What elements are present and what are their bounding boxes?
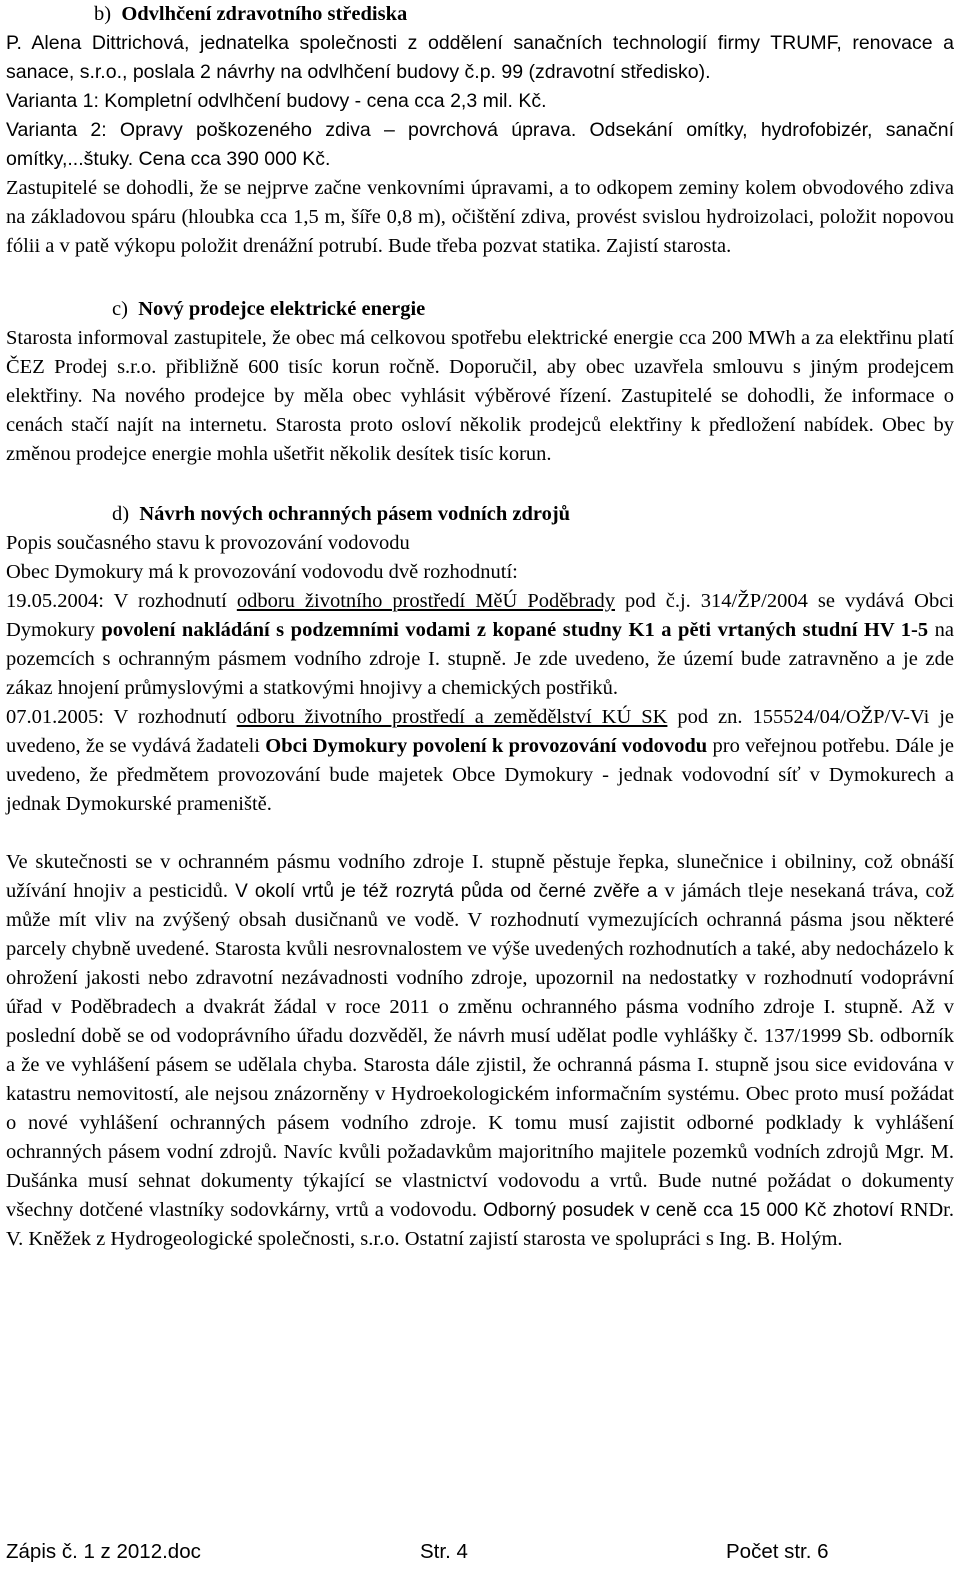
- section-d-situation: Ve skutečnosti se v ochranném pásmu vodního zdroje I. stupně pěstuje řepka, slunečnice i obilniny, což obnáší užívání hnojiv a pesticidů. V okolí vrtů je též rozrytá půda od černé zvěře a v jámách tleje nesekaná tráva, což může mít vliv na zvýšený obsah dusičnanů ve vodě. V rozhodnutí vymezujících ochranná pásma jsou některé parcely chybně uvedené. Starosta kvůli nesrovnalostem ve výše uvedených rozhodnutích a také, aby nedocházelo k ohrožení jakosti nebo zdravotní nezávadnosti vodního zdroje, upozornil na nedostatky v rozhodnutí vodoprávní úřad v Poděbradech a dvakrát žádal v roce 2011 o změnu ochranného pásma vodního zdroje I. stupně. Až v poslední době se od vodoprávního úřadu dozvěděl, že návrh musí udělat podle vyhlášky č. 137/1999 Sb. odborník a že ve vyhlášení pásem se udělala chyba. Starosta dále zjistil, že ochranná pásma I. stupně jsou sice evidována v katastru nemovitostí, ale nejsou znázorněny v Hydroekologickém informačním systému. Obec proto musí požádat o nové vyhlášení ochranných pásem vodního zdroje. K tomu musí zajistit odborné podklady k vyhlášení ochranných pásem vodní zdrojů. Navíc kvůli požadavkům majoritního majitele pozemků vodních zdrojů Mgr. M. Dušánka musí sehnat dokumenty týkající se vlastnictví vodovodu a vrtů. Bude nutné požádat o dokumenty všechny dotčené vlastníky sodovkárny, vrtů a vodovodu. Odborný posudek v ceně cca 15 000 Kč zhotoví RNDr. V. Kněžek z Hydrogeologické společnosti, s.r.o. Ostatní zajistí starosta ve spolupráci s Ing. B. Holým.: [6, 851, 955, 1250]
- section-c-body: Starosta informoval zastupitele, že obec má celkovou spotřebu elektrické energie cca 200 MWh a za elektřinu platí ČEZ Prodej s.r.o. přibližně 600 tisíc korun ročně. Doporučil, aby obec uzavřela smlouvu s jiným prodejcem elektřiny. Na nového prodejce by měla obec vyhlásit výběrové řízení. Zastupitelé se dohodli, že informace o cenách stačí najít na internetu. Starosta proto osloví několik prodejců elektřiny k předložení nabídek. Obec by změnou prodejce energie mohla ušetřit několik desítek tisíc korun.: [6, 327, 954, 465]
- section-b-title: Odvlhčení zdravotního střediska: [121, 3, 408, 25]
- section-d-title: Návrh nových ochranných pásem vodních zdrojů: [139, 503, 571, 525]
- section-d-decision-1: 19.05.2004: V rozhodnutí odboru životního prostředí MěÚ Poděbrady pod č.j. 314/ŽP/2004 se vydává Obci Dymokury povolení nakládání s podzemními vodami z kopané studny K1 a pěti vrtaných studní HV 1-5 na pozemcích s ochranným pásmem vodního zdroje I. stupně. Je zde uvedeno, že území bude zatravněno a je zde zákaz hnojení průmyslovými a statkovými hnojivy a chemických postřiků.: [6, 590, 955, 699]
- decision-2-permit: Obci Dymokury povolení k provozování vodovodu: [265, 735, 708, 757]
- section-b-intro: P. Alena Dittrichová, jednatelka společnosti z oddělení sanačních technologií firmy TRUMF, renovace a sanace, s.r.o., poslala 2 návrhy na odvlhčení budovy č.p. 99 (zdravotní středisko).: [6, 32, 954, 83]
- page-footer: [6, 1537, 954, 1569]
- section-b-label: b): [94, 3, 112, 25]
- decision-1-permit: povolení nakládání s podzemními vodami z kopané studny K1 a pěti vrtaných studní HV 1-5: [101, 619, 929, 641]
- section-d-line-2: Obec Dymokury má k provozování vodovodu dvě rozhodnutí:: [6, 561, 518, 583]
- footer-filename: Zápis č. 1 z 2012.doc: [6, 1540, 201, 1563]
- section-d-label: d): [112, 503, 130, 525]
- section-b-variant-1: Varianta 1: Kompletní odvlhčení budovy - cena cca 2,3 mil. Kč.: [6, 90, 547, 112]
- section-c-label: c): [112, 298, 128, 320]
- section-b-variant-2: Varianta 2: Opravy poškozeného zdiva – povrchová úprava. Odsekání omítky, hydrofobizér, sanační omítky,...štuky. Cena cca 390 000 Kč.: [6, 119, 954, 170]
- section-d-decision-2: 07.01.2005: V rozhodnutí odboru životního prostředí a zemědělství KÚ SK pod zn. 155524/04/OŽP/V-Vi je uvedeno, že se vydává žadateli Obci Dymokury povolení k provozování vodovodu pro veřejnou potřebu. Dále je uvedeno, že předmětem provozování bude majetek Obce Dymokury - jednak vodovodní síť v Dymokurech a jednak Dymokurské prameniště.: [6, 706, 954, 815]
- footer-page-count: Počet str. 6: [726, 1540, 829, 1563]
- section-b-heading: [6, 0, 954, 29]
- decision-2-office: odboru životního prostředí a zemědělství KÚ SK: [236, 706, 668, 728]
- section-d-heading: [6, 500, 954, 529]
- section-b-decision: Zastupitelé se dohodli, že se nejprve začne venkovními úpravami, a to odkopem zeminy kolem obvodového zdiva na základovou spáru (hloubka cca 1,5 m, šíře 0,8 m), očištění zdiva, provést svislou hydroizolaci, položit nopovou fólii a v patě výkopu položit drenážní potrubí. Bude třeba pozvat statika. Zajistí starosta.: [6, 177, 954, 257]
- footer-page-number: Str. 4: [420, 1540, 468, 1563]
- section-c-title: Nový prodejce elektrické energie: [138, 298, 426, 320]
- document-body: [6, 0, 954, 1254]
- decision-1-office: odboru životního prostředí MěÚ Poděbrady: [236, 590, 616, 612]
- section-c-heading: [6, 295, 954, 324]
- section-d-line-1: Popis současného stavu k provozování vodovodu: [6, 532, 410, 554]
